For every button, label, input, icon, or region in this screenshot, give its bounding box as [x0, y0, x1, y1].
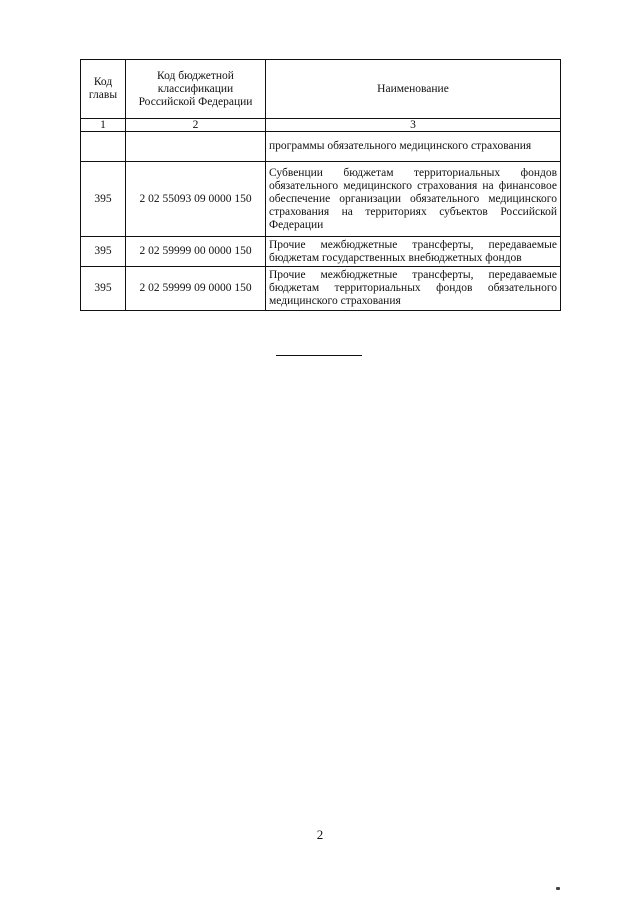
table-header-row	[81, 60, 561, 119]
name-cell: Прочие межбюджетные трансферты, передаваемые бюджетам территориальных фондов обязательного медицинского страхования	[266, 267, 561, 311]
table-row	[81, 132, 561, 162]
table-row	[81, 267, 561, 311]
table-row	[81, 162, 561, 237]
scan-mark	[556, 887, 560, 890]
header-budget-code: Код бюджетной классификации Российской Федерации	[126, 60, 266, 119]
header-name: Наименование	[266, 60, 561, 119]
chapter-code-cell: 395	[81, 237, 126, 267]
page-number: 2	[316, 827, 324, 842]
budget-code-cell: 2 02 55093 09 0000 150	[126, 162, 266, 237]
table-row	[81, 237, 561, 267]
name-cell: Прочие межбюджетные трансферты, передаваемые бюджетам государственных внебюджетных фондов	[266, 237, 561, 267]
budget-code-cell	[126, 132, 266, 162]
column-number: 1	[81, 119, 126, 132]
column-number: 3	[266, 119, 561, 132]
name-cell: Субвенции бюджетам территориальных фондов обязательного медицинского страхования на финансовое обеспечение организации обязательного медицинского страхования на территориях субъектов Российской Федерации	[266, 162, 561, 237]
header-chapter-code: Код главы	[81, 60, 126, 119]
budget-code-cell: 2 02 59999 00 0000 150	[126, 237, 266, 267]
chapter-code-cell	[81, 132, 126, 162]
column-number-row	[81, 119, 561, 132]
name-cell: программы обязательного медицинского страхования	[266, 132, 561, 162]
budget-classification-table	[80, 59, 561, 311]
budget-code-cell: 2 02 59999 09 0000 150	[126, 267, 266, 311]
chapter-code-cell: 395	[81, 267, 126, 311]
column-number: 2	[126, 119, 266, 132]
chapter-code-cell: 395	[81, 162, 126, 237]
end-divider-line	[276, 355, 362, 356]
